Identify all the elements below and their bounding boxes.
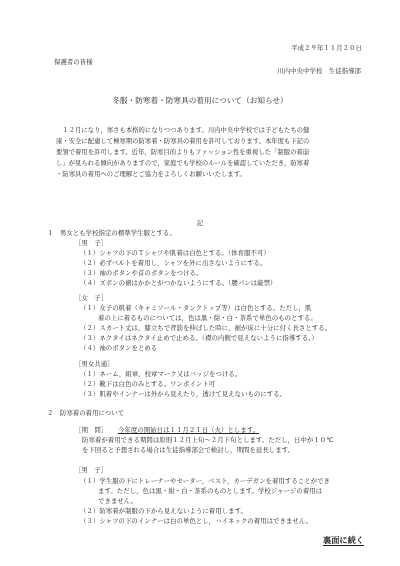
- boys-item: （２）必ずベルトを着用し，シャツを外に出さないようにする。: [80, 259, 267, 267]
- common-item: （２）靴下は白色のみとする。ワンポイント可: [80, 380, 216, 388]
- common-item: （１）ネーム，組章，校章マーク又はバッジをつける。: [80, 370, 242, 378]
- issuer: 川内中央中学校 生徒指導部: [277, 67, 361, 75]
- boys-item: （４）ズボンの裾はかかとがつかないようにする。（腰パンは厳禁）: [80, 279, 277, 287]
- section1-heading: １ 男女とも学校指定の標準学生服とする。: [47, 229, 176, 237]
- recipient: 保護者の皆様: [54, 58, 93, 66]
- continued-on-back: 裏面に続く: [323, 535, 364, 545]
- boys-item-section2: （３）シャツの下のインナーは白の単色とし，ハイネックの着用はできません。: [80, 517, 313, 525]
- notice-title: 冬服・防寒着・防寒具の着用について（お知らせ）: [112, 96, 288, 105]
- girls-item-continued: 着の上に着るものについては，色は黒・紺・白・茶系で単色のものとする。: [98, 314, 317, 322]
- boys-item: （１）シャツの下のＴシャツや肌着は白色とする。（体育服不可）: [80, 249, 270, 257]
- boys-item-section2: （２）防寒着が制服の下から見えないように着用します。: [80, 507, 247, 515]
- period-label: ［期 間］: [75, 426, 108, 434]
- boys-item: （３）袖のボタンや首のボタンをつける。: [80, 269, 203, 277]
- intro-line: 康・安全に配慮して極寒期の防寒着・防寒具の着用を許可しております。本年度も下記の: [56, 137, 310, 145]
- intro-line: １２月になり，寒さも本格的になりつつあります。川内中央中学校では子どもたちの健: [56, 127, 310, 134]
- girls-item: （４）袖のボタンをとめる: [80, 344, 158, 352]
- boys-item-section2: （１）学生服の下にトレーナーやセーター，ベスト，カーデガンを着用することができ: [80, 477, 330, 485]
- boys-label: ［男 子］: [75, 239, 108, 247]
- boys-item-section2-continued: できません。: [98, 497, 138, 505]
- period-body-line: 防寒着が着用できる期間は原則１２月上旬〜２月下旬とします。ただし，日中が１０℃: [82, 436, 334, 444]
- period-start: 今年度の開始日は１１月２１日（火）とします。: [118, 426, 260, 434]
- section2-heading: ２ 防寒着の着用について: [47, 409, 125, 417]
- girls-item: （１）女子の肌着（キャミソール・タンクトップ等）は白色とする。ただし，肌: [80, 304, 312, 312]
- girls-label: ［女 子］: [75, 294, 108, 302]
- boys-label-section2: ［男 子］: [75, 466, 108, 474]
- common-label: ［男女共通］: [75, 360, 114, 368]
- girls-item: （３）ネクタイはネクタイ止めで止める。（襟の内側で見えないように指導する。）: [80, 334, 318, 342]
- ki-marker: 記: [196, 219, 204, 227]
- issue-date: 平成２９年１１月２０日: [291, 44, 362, 52]
- girls-item: （２）スカート丈は，膝立ちで背筋を伸ばした時に，裾が床に十分に付く長さとする。: [80, 324, 332, 332]
- common-item: （３）肌着やインナーは外から見えたり，透けて見えないものにする。: [80, 390, 287, 398]
- intro-line: ・防寒具の着用へのご理解とご協力をよろしくお願いいたします。: [56, 170, 246, 178]
- period-body-line: を下回ると予想される場合は生徒指導部会で検討し，期間を延長します。: [82, 446, 295, 454]
- intro-paragraph: [56, 126, 361, 181]
- intro-line: し」が見られる傾向がありますので，家庭でも学校のルールを確認していただき，防寒着: [56, 159, 310, 167]
- intro-line: 要領で着用を許可します。近年，防寒目的よりもファッション性を重視した「制服の着崩: [56, 148, 310, 156]
- boys-item-section2-continued: ます。ただし，色は黒・紺・白・茶系のものとします。学校ジャージの着用は: [98, 487, 323, 495]
